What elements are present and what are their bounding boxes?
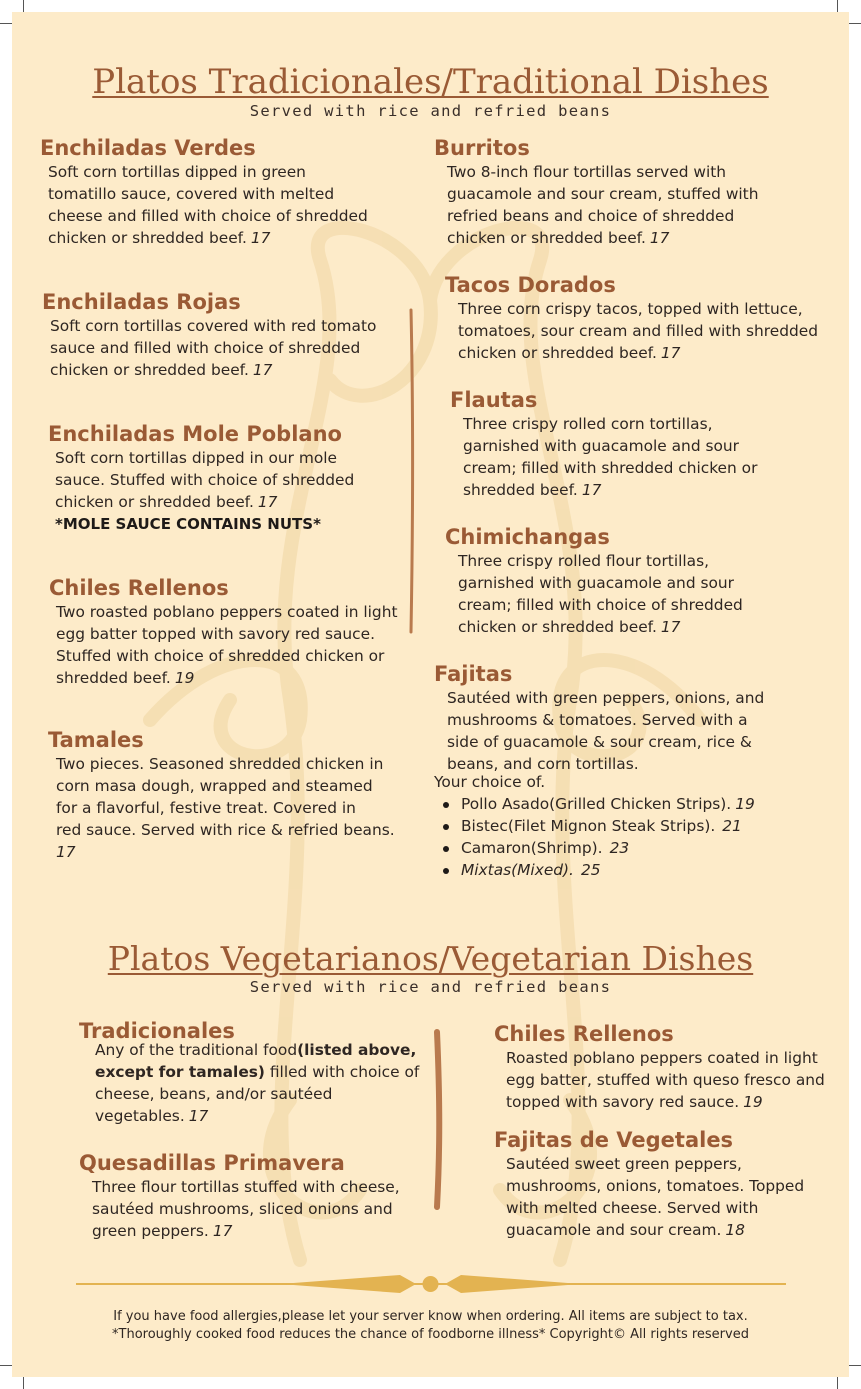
item-description: [56, 753, 395, 863]
item-price: 17: [649, 229, 670, 247]
item-name: Chimichangas: [445, 525, 610, 549]
crop-mark: [837, 1377, 838, 1389]
menu-item-enchiladas-rojas: [42, 289, 376, 381]
item-description: [56, 601, 398, 689]
crop-mark: [23, 0, 24, 12]
item-price: 17: [660, 618, 681, 636]
crop-mark: [849, 1365, 861, 1366]
option-price: 21: [722, 817, 742, 835]
item-name: Quesadillas Primavera: [79, 1151, 345, 1175]
option-label: Mixtas(Mixed).: [461, 861, 574, 879]
item-price: 17: [252, 361, 273, 379]
list-item: [440, 793, 755, 815]
crop-mark: [0, 23, 12, 24]
section-subtitle-traditional: Served with rice and refried beans: [249, 102, 612, 120]
option-label: Pollo Asado(Grilled Chicken Strips).: [461, 795, 732, 813]
item-description: [95, 1039, 419, 1127]
menu-item-flautas: [450, 387, 757, 501]
item-description-text: Soft corn tortillas dipped in green tomatillo sauce, covered with melted cheese and filled with choice of shredded chicken or shredded beef.: [48, 163, 368, 247]
item-price: 17: [56, 843, 76, 861]
list-item: [440, 815, 755, 837]
item-description-text: filled with choice of cheese, beans, and/or sautéed vegetables.: [95, 1063, 420, 1125]
item-description: [463, 413, 757, 501]
item-description: [458, 298, 818, 364]
item-price: 19: [743, 1093, 763, 1111]
item-description-text: Roasted poblano peppers coated in light egg batter, stuffed with queso fresco and topped with savory red sauce.: [506, 1049, 825, 1111]
item-description-text: Soft corn tortillas covered with red tomato sauce and filled with choice of shredded chicken or shredded beef.: [50, 317, 377, 379]
option-price: 25: [580, 861, 601, 879]
item-description-text: Three crispy rolled flour tortillas, garnished with guacamole and sour cream; filled with choice of shredded chicken or shredded beef.: [458, 552, 743, 636]
menu-item-fajitas: [434, 661, 764, 775]
item-name: Fajitas de Vegetales: [494, 1128, 734, 1152]
item-price: 17: [188, 1107, 209, 1125]
list-item: [440, 837, 755, 859]
item-price: 17: [250, 229, 271, 247]
item-price: 17: [257, 493, 278, 511]
menu-item-enchiladas-mole-poblano: [48, 421, 354, 535]
menu-item-chiles-rellenos-vegetarian: [494, 1021, 825, 1113]
option-price: 19: [735, 795, 755, 813]
item-description-text: Two 8-inch flour tortillas served with guacamole and sour cream, stuffed with refried beans and choice of shredded chicken or shredded beef.: [447, 163, 759, 247]
item-description: [506, 1047, 825, 1113]
item-description-bold: (listed above, except for tamales): [95, 1041, 417, 1081]
item-price: 17: [212, 1222, 233, 1240]
item-name: Flautas: [450, 388, 538, 412]
item-name: Burritos: [434, 136, 530, 160]
fajitas-choice-label: Your choice of.: [434, 773, 546, 791]
allergy-note: *MOLE SAUCE CONTAINS NUTS*: [55, 515, 321, 533]
list-item: [440, 859, 755, 881]
item-price: 17: [660, 344, 681, 362]
item-description: [55, 447, 354, 513]
item-name: Tamales: [48, 728, 144, 752]
menu-item-quesadillas-primavera: [79, 1150, 400, 1242]
footer-copyright: *Thoroughly cooked food reduces the chance of foodborne illness* Copyright© All rights reserved: [112, 1327, 749, 1342]
item-description-text: Three flour tortillas stuffed with cheese, sautéed mushrooms, sliced onions and green peppers.: [92, 1178, 400, 1240]
crop-mark: [23, 1377, 24, 1389]
menu-item-fajitas-de-vegetales: [494, 1127, 804, 1241]
item-description-text: Two roasted poblano peppers coated in light egg batter topped with savory red sauce. Stuffed with choice of shredded chicken or shredded beef.: [56, 603, 398, 687]
item-name: Chiles Rellenos: [494, 1022, 674, 1046]
menu-item-tamales: [48, 727, 395, 863]
item-name: Fajitas: [434, 662, 513, 686]
item-description-text: Any of the traditional food: [95, 1041, 298, 1059]
item-description-text: Three corn crispy tacos, topped with lettuce, tomatoes, sour cream and filled with shredded chicken or shredded beef.: [458, 300, 819, 362]
option-label: Bistec(Filet Mignon Steak Strips).: [461, 817, 716, 835]
item-price: 18: [725, 1221, 745, 1239]
item-name: Tacos Dorados: [445, 273, 616, 297]
item-price: 19: [174, 669, 195, 687]
item-name: Enchiladas Verdes: [40, 136, 256, 160]
crop-mark: [837, 0, 838, 12]
menu-item-tacos-dorados: [445, 272, 818, 364]
footer-allergy-notice: If you have food allergies,please let your server know when ordering. All items are subject to tax.: [113, 1309, 748, 1324]
item-description-text: Soft corn tortillas dipped in our mole sauce. Stuffed with choice of shredded chicken or shredded beef.: [55, 449, 355, 511]
item-price: 17: [581, 481, 602, 499]
menu-item-tradicionales: [79, 1020, 419, 1127]
section-title-traditional: Platos Tradicionales/Traditional Dishes: [92, 62, 769, 102]
item-description: [447, 161, 758, 249]
item-description: [458, 550, 743, 638]
item-name: Tradicionales: [79, 1019, 235, 1043]
item-description-text: Two pieces. Seasoned shredded chicken in corn masa dough, wrapped and steamed for a flavorful, festive treat. Covered in red sauce. Served with rice & refried beans.: [56, 755, 395, 839]
crop-mark: [849, 23, 861, 24]
item-description: [50, 315, 376, 381]
item-name: Enchiladas Mole Poblano: [48, 422, 342, 446]
item-description: [48, 161, 368, 249]
item-name: Enchiladas Rojas: [42, 290, 241, 314]
item-description-text: Three crispy rolled corn tortillas, garnished with guacamole and sour cream; filled with shredded chicken or shredded beef.: [463, 415, 758, 499]
menu-item-chiles-rellenos: [49, 575, 398, 689]
item-description: Sautéed with green peppers, onions, and mushrooms & tomatoes. Served with a side of guacamole & sour cream, rice & beans, and corn tortillas.: [447, 689, 765, 773]
section-title-vegetarian: Platos Vegetarianos/Vegetarian Dishes: [107, 939, 754, 978]
fajitas-options-list: [440, 793, 755, 881]
option-label: Camaron(Shrimp).: [461, 839, 603, 857]
menu-item-burritos: [434, 135, 758, 249]
item-description: [92, 1176, 400, 1242]
item-name: Chiles Rellenos: [49, 576, 229, 600]
menu-item-enchiladas-verdes: [40, 135, 368, 249]
item-description: [506, 1153, 804, 1241]
option-price: 23: [609, 839, 630, 857]
item-description-text: Sautéed sweet green peppers, mushrooms, onions, tomatoes. Topped with melted cheese. Served with guacamole and sour cream.: [506, 1155, 805, 1239]
section-subtitle-vegetarian: Served with rice and refried beans: [249, 978, 612, 996]
menu-item-chimichangas: [445, 524, 743, 638]
crop-mark: [0, 1365, 12, 1366]
